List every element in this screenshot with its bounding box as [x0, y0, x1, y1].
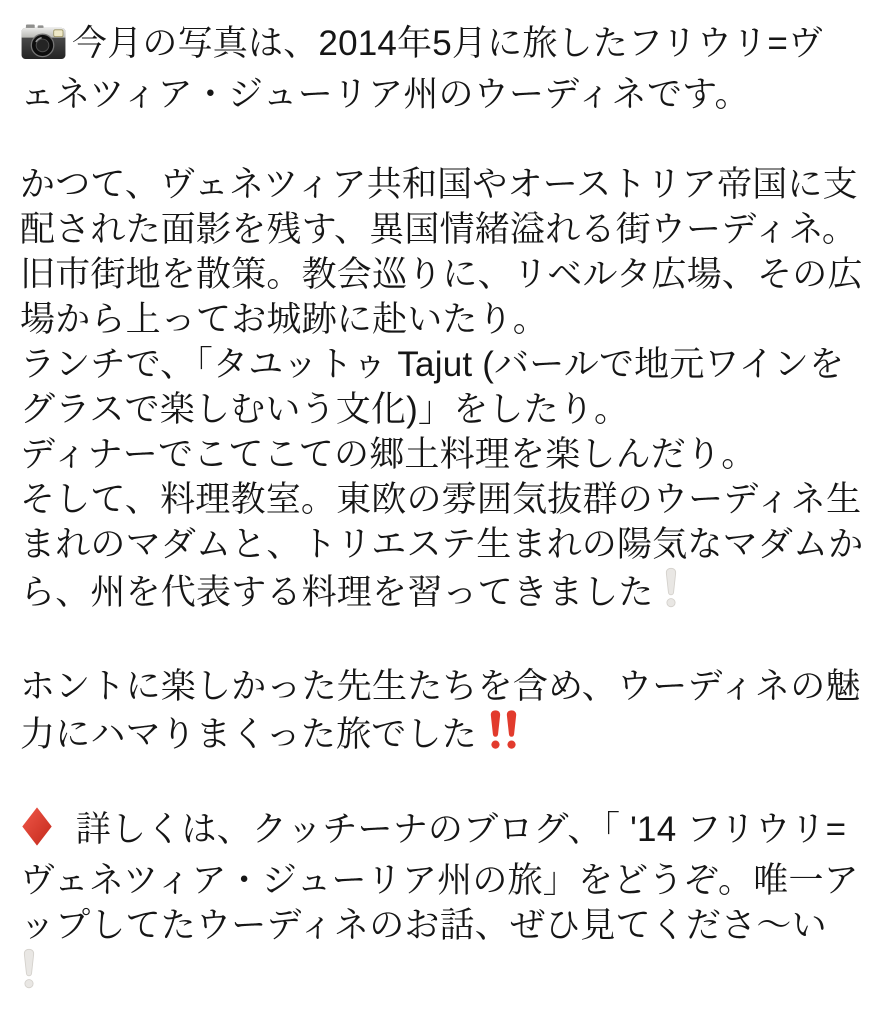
text-line: [20, 522, 866, 567]
text-line: [20, 567, 866, 619]
text-run: 詳しくは、クッチーナのブログ、「 '14 フリウリ=: [66, 810, 847, 849]
text-run: ランチで、「タユットゥ Tajut (バールで地元ワインを: [20, 345, 845, 384]
text-run: ディナーでこてこての郷土料理を楽しんだり。: [20, 435, 757, 474]
text-line: [20, 207, 866, 252]
text-line: [20, 903, 866, 948]
paragraph: [20, 806, 866, 1000]
white-exclamation-icon: [20, 948, 38, 1000]
double-exclamation-icon: [485, 709, 522, 761]
text-run: ェネツィア・ジューリア州のウーディネです。: [20, 75, 750, 114]
text-run: そして、料理教室。東欧の雰囲気抜群のウーディネ生: [20, 480, 862, 519]
red-diamond-icon: [20, 806, 54, 858]
text-run: 場から上ってお城跡に赴いたり。: [20, 300, 549, 339]
text-line: [20, 297, 866, 342]
text-run: グラスで楽しむいう文化)」をしたり。: [20, 390, 630, 429]
text-run: ら、州を代表する料理を習ってきました: [20, 573, 654, 612]
text-line: [20, 342, 866, 387]
post-text: [20, 21, 866, 1000]
text-line: [20, 709, 866, 761]
text-run: ップしてたウーディネのお話、ぜひ見てくださ〜い: [20, 906, 827, 945]
post-body: [20, 21, 866, 1000]
text-line: [20, 664, 866, 709]
text-run: ヴェネツィア・ジューリア州の旅」をどうぞ。唯一ア: [20, 861, 859, 900]
paragraph: [20, 162, 866, 619]
text-run: ホントに楽しかった先生たちを含め、ウーディネの魅: [20, 667, 861, 706]
text-line: [20, 806, 866, 858]
camera-icon: [20, 22, 67, 72]
white-exclamation-icon: [662, 567, 680, 619]
paragraph: [20, 21, 866, 117]
text-line: [20, 72, 866, 117]
text-line: [20, 21, 866, 72]
text-line: [20, 858, 866, 903]
text-line: [20, 948, 866, 1000]
text-line: [20, 387, 866, 432]
paragraph: [20, 664, 866, 761]
text-line: [20, 252, 866, 297]
text-line: [20, 162, 866, 207]
text-run: まれのマダムと、トリエステ生まれの陽気なマダムか: [20, 525, 864, 564]
text-run: 今月の写真は、2014年5月に旅したフリウリ=ヴ: [72, 24, 824, 63]
text-run: 配された面影を残す、異国情緒溢れる街ウーディネ。: [20, 210, 858, 249]
text-run: 旧市街地を散策。教会巡りに、リベルタ広場、その広: [20, 255, 863, 294]
text-run: 力にハマりまくった旅でした: [20, 715, 477, 754]
text-line: [20, 477, 866, 522]
text-run: かつて、ヴェネツィア共和国やオーストリア帝国に支: [20, 165, 858, 204]
text-line: [20, 432, 866, 477]
